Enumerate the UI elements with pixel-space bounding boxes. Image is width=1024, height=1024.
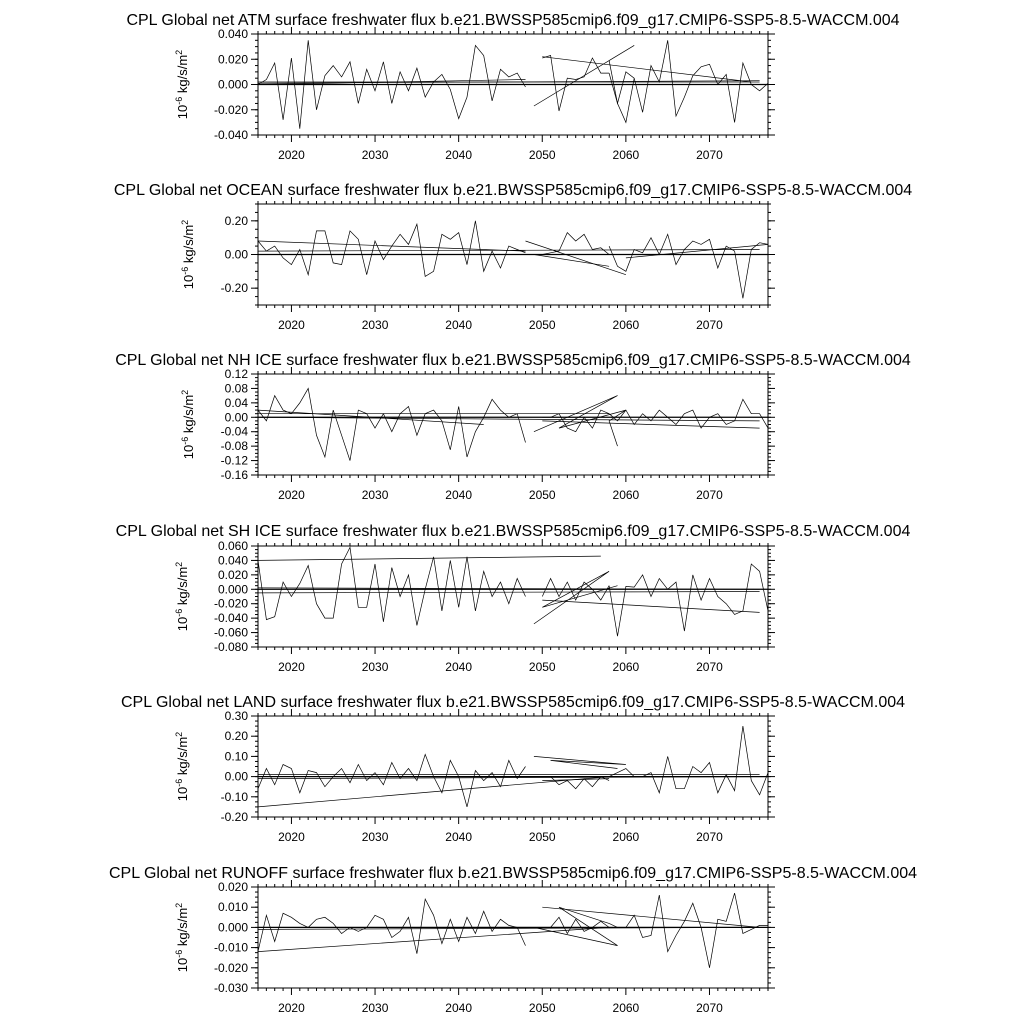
y-tick-label: -0.020: [213, 596, 248, 611]
x-tick-label: 2040: [445, 660, 473, 674]
plot-frame: [258, 887, 768, 988]
series-line: [609, 726, 768, 795]
series-line: [258, 777, 609, 807]
x-tick-label: 2030: [361, 1001, 389, 1015]
y-axis-label-square: 2: [174, 561, 184, 567]
y-axis-label-unit: kg/s/m: [175, 736, 190, 779]
y-axis-label-unit: kg/s/m: [175, 54, 190, 97]
y-axis-label-base: 10: [175, 957, 190, 973]
y-axis-label-base: 10: [181, 274, 196, 290]
y-tick-label: 0.040: [217, 27, 248, 41]
y-tick-label: 0.000: [217, 582, 248, 597]
y-axis-label: [180, 390, 196, 459]
x-tick-label: 2070: [696, 488, 723, 502]
y-tick-label: -0.12: [220, 453, 248, 468]
y-tick-label: -0.080: [213, 640, 248, 654]
y-tick-label: 0.020: [217, 52, 248, 67]
y-tick-label: -0.040: [213, 128, 248, 142]
y-axis-label: [174, 562, 190, 631]
x-tick-label: 2020: [278, 660, 305, 674]
y-tick-label: 0.30: [224, 709, 248, 723]
x-tick-label: 2050: [528, 1001, 556, 1015]
x-tick-label: 2020: [278, 318, 305, 332]
y-tick-label: 0.20: [224, 729, 248, 744]
y-axis-label-exponent: -6: [180, 266, 190, 275]
y-tick-label: -0.16: [220, 468, 248, 482]
chart-title: CPL Global net RUNOFF surface freshwater flux b.e21.BWSSP585cmip6.f09_g17.CMIP6-SSP5-8.5-WACCM.004: [108, 865, 918, 882]
y-tick-label: 0.20: [224, 213, 248, 228]
series-line: [534, 756, 626, 768]
x-tick-label: 2060: [612, 318, 640, 332]
series-line: [258, 927, 609, 951]
plot-frame: [258, 716, 768, 817]
y-tick-label: 0.060: [217, 539, 248, 553]
y-tick-label: 0.00: [224, 769, 248, 784]
y-axis-label-base: 10: [175, 616, 190, 632]
x-tick-label: 2040: [445, 830, 473, 844]
y-axis-label: [180, 220, 196, 289]
y-tick-label: 0.040: [217, 553, 248, 568]
chart-title: CPL Global net SH ICE surface freshwater flux b.e21.BWSSP585cmip6.f09_g17.CMIP6-SSP5-8.5-WACCM.004: [115, 523, 911, 540]
x-tick-label: 2070: [696, 148, 723, 162]
y-tick-label: -0.08: [220, 439, 248, 454]
series-line: [542, 777, 609, 789]
series-line: [542, 600, 759, 612]
x-tick-label: 2040: [445, 488, 473, 502]
y-axis-label: [174, 903, 190, 972]
x-tick-label: 2030: [361, 830, 389, 844]
y-tick-label: 0.000: [217, 77, 248, 92]
y-axis-label-base: 10: [175, 104, 190, 120]
series-line: [258, 547, 526, 625]
y-axis-label: [174, 732, 190, 801]
series-line: [534, 571, 618, 624]
series-line: [258, 221, 526, 277]
y-tick-label: 0.12: [224, 367, 248, 381]
x-tick-label: 2040: [445, 148, 473, 162]
x-tick-label: 2040: [445, 318, 473, 332]
y-tick-label: 0.04: [224, 395, 248, 410]
y-tick-label: -0.20: [220, 810, 248, 824]
series-line: [258, 388, 526, 460]
x-tick-label: 2070: [696, 1001, 723, 1015]
y-axis-label-base: 10: [181, 444, 196, 460]
y-tick-label: -0.010: [213, 940, 248, 955]
y-tick-label: -0.20: [220, 281, 248, 296]
y-axis-label-square: 2: [180, 219, 190, 225]
plot-frame: [258, 374, 768, 475]
x-tick-label: 2070: [696, 830, 723, 844]
x-tick-label: 2050: [528, 488, 556, 502]
series-line: [609, 234, 768, 298]
series-line: [258, 754, 526, 807]
x-tick-label: 2060: [612, 660, 640, 674]
y-tick-label: -0.020: [213, 960, 248, 975]
chart-panel: [116, 523, 911, 674]
x-tick-label: 2020: [278, 488, 305, 502]
series-line: [258, 592, 760, 593]
y-tick-label: 0.10: [224, 749, 248, 764]
series-line: [542, 233, 609, 255]
y-axis-label-exponent: -6: [174, 608, 184, 617]
chart-title: CPL Global net OCEAN surface freshwater flux b.e21.BWSSP585cmip6.f09_g17.CMIP6-SSP5-8.5-WACCM.004: [113, 182, 913, 199]
y-tick-label: 0.00: [224, 410, 248, 425]
y-tick-label: -0.040: [213, 611, 248, 626]
series-line: [526, 241, 626, 275]
chart-title: CPL Global net LAND surface freshwater flux b.e21.BWSSP585cmip6.f09_g17.CMIP6-SSP5-8.5-WACCM.004: [120, 694, 906, 711]
series-line: [542, 779, 609, 781]
x-tick-label: 2050: [528, 830, 556, 844]
series-line: [626, 244, 768, 258]
x-tick-label: 2060: [612, 830, 640, 844]
x-tick-label: 2020: [278, 1001, 305, 1015]
y-tick-label: -0.04: [220, 424, 248, 439]
y-tick-label: -0.030: [213, 981, 248, 995]
x-tick-label: 2020: [278, 148, 305, 162]
series-line: [258, 899, 526, 954]
x-tick-label: 2050: [528, 318, 556, 332]
x-tick-label: 2050: [528, 660, 556, 674]
y-axis-label-square: 2: [174, 49, 184, 55]
x-tick-label: 2040: [445, 1001, 473, 1015]
series-line: [542, 57, 751, 82]
x-tick-label: 2060: [612, 1001, 640, 1015]
y-tick-label: -0.020: [213, 102, 248, 117]
chart-title: CPL Global net NH ICE surface freshwater flux b.e21.BWSSP585cmip6.f09_g17.CMIP6-SSP5-8.5-WACCM.004: [115, 352, 911, 369]
y-axis-label-unit: kg/s/m: [181, 394, 196, 437]
chart-panel: [121, 694, 905, 844]
plot-frame: [258, 546, 768, 647]
y-tick-label: -0.10: [220, 789, 248, 804]
chart-panel: [126, 12, 899, 162]
x-tick-label: 2050: [528, 148, 556, 162]
series-line: [609, 564, 768, 636]
chart-panel: [115, 352, 911, 502]
y-tick-label: 0.010: [217, 900, 248, 915]
x-tick-label: 2030: [361, 660, 389, 674]
y-axis-label-square: 2: [180, 389, 190, 395]
y-tick-label: 0.020: [217, 567, 248, 582]
y-tick-label: 0.00: [224, 247, 248, 262]
chart-panel: [114, 182, 912, 332]
y-axis-label-exponent: -6: [174, 778, 184, 787]
y-axis-label-exponent: -6: [180, 436, 190, 445]
y-axis-label-exponent: -6: [174, 96, 184, 105]
x-tick-label: 2030: [361, 318, 389, 332]
y-tick-label: 0.020: [217, 880, 248, 894]
chart-panel: [109, 865, 917, 1015]
x-tick-label: 2070: [696, 660, 723, 674]
y-tick-label: 0.000: [217, 920, 248, 935]
y-axis-label-base: 10: [175, 786, 190, 802]
x-tick-label: 2060: [612, 488, 640, 502]
y-axis-label-unit: kg/s/m: [175, 566, 190, 609]
series-line: [609, 893, 768, 968]
x-tick-label: 2030: [361, 488, 389, 502]
x-tick-label: 2070: [696, 318, 723, 332]
series-line: [258, 556, 601, 560]
y-tick-label: -0.060: [213, 625, 248, 640]
y-tick-label: 0.08: [224, 381, 248, 396]
series-line: [258, 241, 526, 251]
y-axis-label-square: 2: [174, 902, 184, 908]
y-axis-label-unit: kg/s/m: [175, 907, 190, 950]
x-tick-label: 2030: [361, 148, 389, 162]
x-tick-label: 2060: [612, 148, 640, 162]
y-axis-label-unit: kg/s/m: [181, 224, 196, 267]
x-tick-label: 2020: [278, 830, 305, 844]
y-axis-label-square: 2: [174, 731, 184, 737]
y-axis-label-exponent: -6: [174, 949, 184, 958]
chart-title: CPL Global net ATM surface freshwater flux b.e21.BWSSP585cmip6.f09_g17.CMIP6-SSP5-8.5-WACCM.004: [126, 12, 900, 29]
y-axis-label: [174, 50, 190, 119]
